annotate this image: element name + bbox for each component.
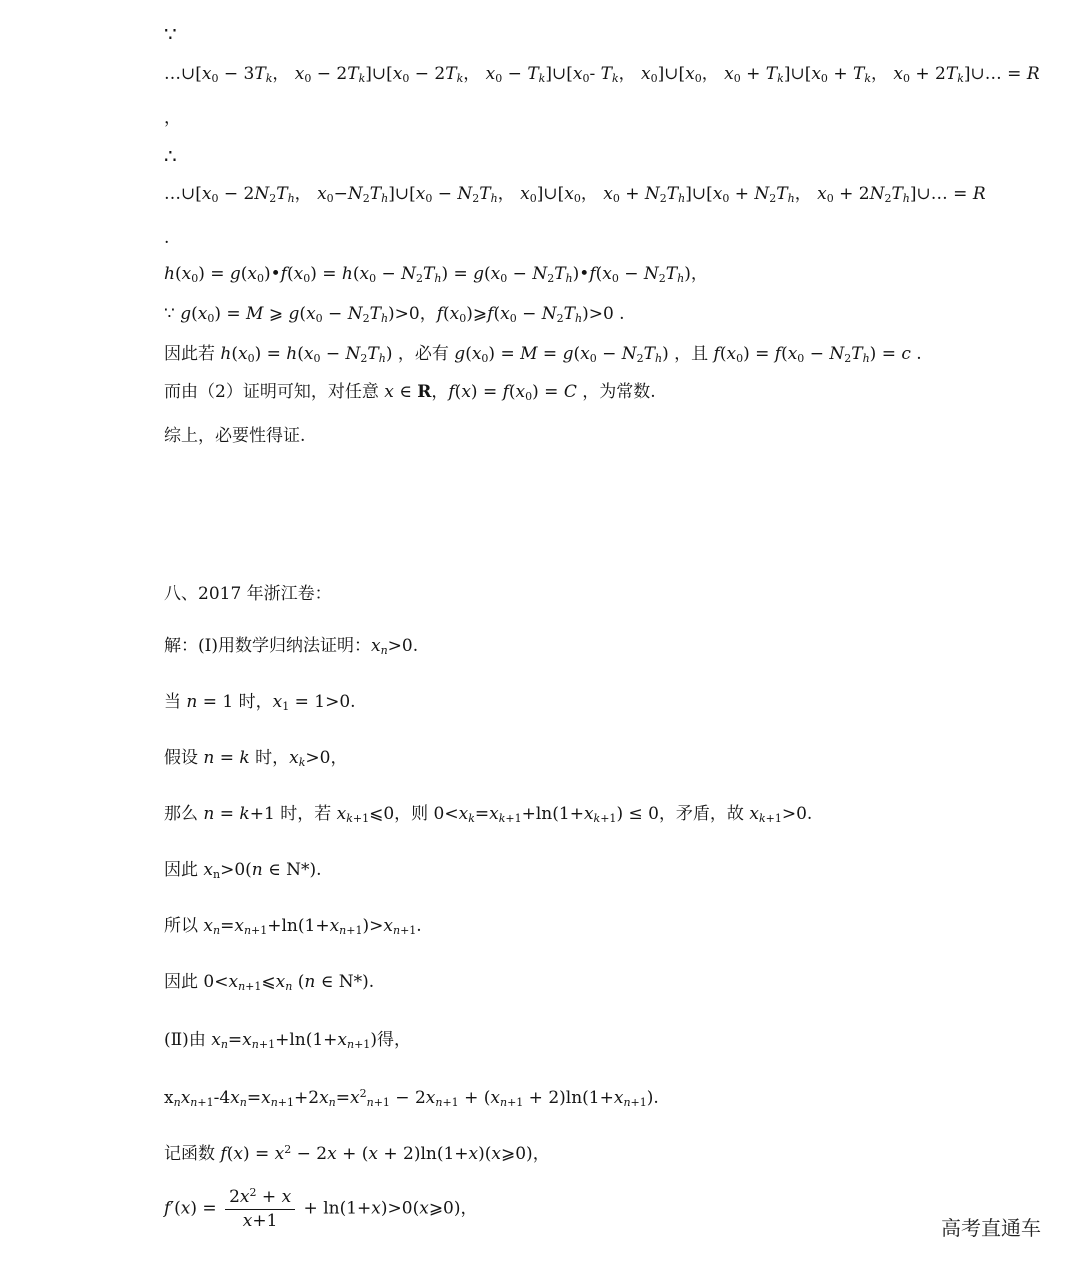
- from-proof-2: 而由（2）证明可知，对任意 x ∈ R，$f(x) = f(x_0) = C$ ，为常数.: [164, 382, 656, 403]
- solution-part-1: 解：(Ⅰ)用数学归纳法证明：$x_n>0$.: [164, 636, 419, 657]
- because-symbol: ∵: [164, 22, 177, 46]
- union-T-k-line: $\dots\cup[x_0 - 3T_k$， $x_0$ − $2T_k]\cup[x_0 - 2T_k$， $x_0$ − $T_k]\cup[x_0-$ $T_k$， $x_0]\cup[x_0$， $x_0$ + $T_k]\cup[x_0 + T_k$， $x_0$ + $2T_k]\cup\dots = R$: [164, 64, 1040, 85]
- therefore-bounded: 因此 $0<x_{n+1}⩽x_n$ (n ∈ N*).: [164, 972, 375, 993]
- base-case: 当 n = 1 时，$x_1 = 1>0$.: [164, 692, 356, 713]
- section-heading: 八、2017 年浙江卷：: [164, 584, 332, 604]
- so-xn: 所以 $x_n=x_{n+1}+\ln(1+x_{n+1})>x_{n+1}$.: [164, 916, 422, 937]
- inductive-step: 那么 n = k+1 时，若 $x_{k+1}⩽0$，则 $0<x_k=x_{k+1}+\ln(1+x_{k+1}) \le 0$，矛盾，故 $x_{k+1}>0$.: [164, 804, 813, 825]
- part-2: (Ⅱ)由 $x_n=x_{n+1}+\ln(1+x_{n+1})$得，: [164, 1030, 411, 1051]
- derivative: f′(x) = $\frac{2x^2 + x}{x+1}$ + ln(1+x)>0(x⩾0)，: [164, 1186, 478, 1231]
- period-line: .: [164, 228, 170, 248]
- because-g-bound: ∵ $g(x_0) = M$ ⩾ $g(x_0 - N_2T_h)>0$，$f(x_0)⩾f(x_0 - N_2T_h)>0$ .: [164, 304, 625, 325]
- watermark-text: 高考直通车: [941, 1216, 1041, 1240]
- hypothesis: 假设 n = k 时，$x_k>0$，: [164, 748, 348, 769]
- define-f: 记函数 $f(x) = x^2 - 2x + (x$ + 2)ln(1+x)(x⩾0)，: [164, 1143, 550, 1164]
- fraction: $\frac{2x^2 + x}{x+1}$: [225, 1188, 295, 1230]
- expansion: $x_nx_{n+1}-4x_n=x_{n+1}+2x_n=x^2_{n+1} - 2x_{n+1} + (x_{n+1} + 2)\ln(1+x_{n+1})$.: [164, 1087, 659, 1109]
- union-N2-T-h-line: $\dots\cup[x_0 - 2N_2T_h$， $x_0-N_2T_h]\cup[x_0 - N_2T_h$， $x_0]\cup[x_0$， $x_0$ + $N_2T_h]\cup[x_0 + N_2T_h$， $x_0$ + $2N_2T_h]\cup\dots = R$: [164, 184, 986, 205]
- therefore-h-equal: 因此若 $h(x_0) = h(x_0 - N_2T_h)$ ，必有 $g(x_0) = M = g(x_0 - N_2T_h)$ ，且 $f(x_0) = f(x_0 - N_2T_h) = c$ .: [164, 344, 922, 365]
- conclusion-necessity: 综上，必要性得证.: [164, 426, 306, 446]
- therefore-symbol: ∴: [164, 144, 177, 168]
- comma-line: ，: [164, 108, 181, 128]
- therefore-positive: 因此 $x_n>0(n$ ∈ N*).: [164, 860, 322, 881]
- h-x0-equation: $h(x_0)$ = $g(x_0)•f(x_0) = h(x_0 - N_2T_h) = g(x_0$ − $N_2T_h)•f(x_0 - N_2T_h)$，: [164, 264, 708, 285]
